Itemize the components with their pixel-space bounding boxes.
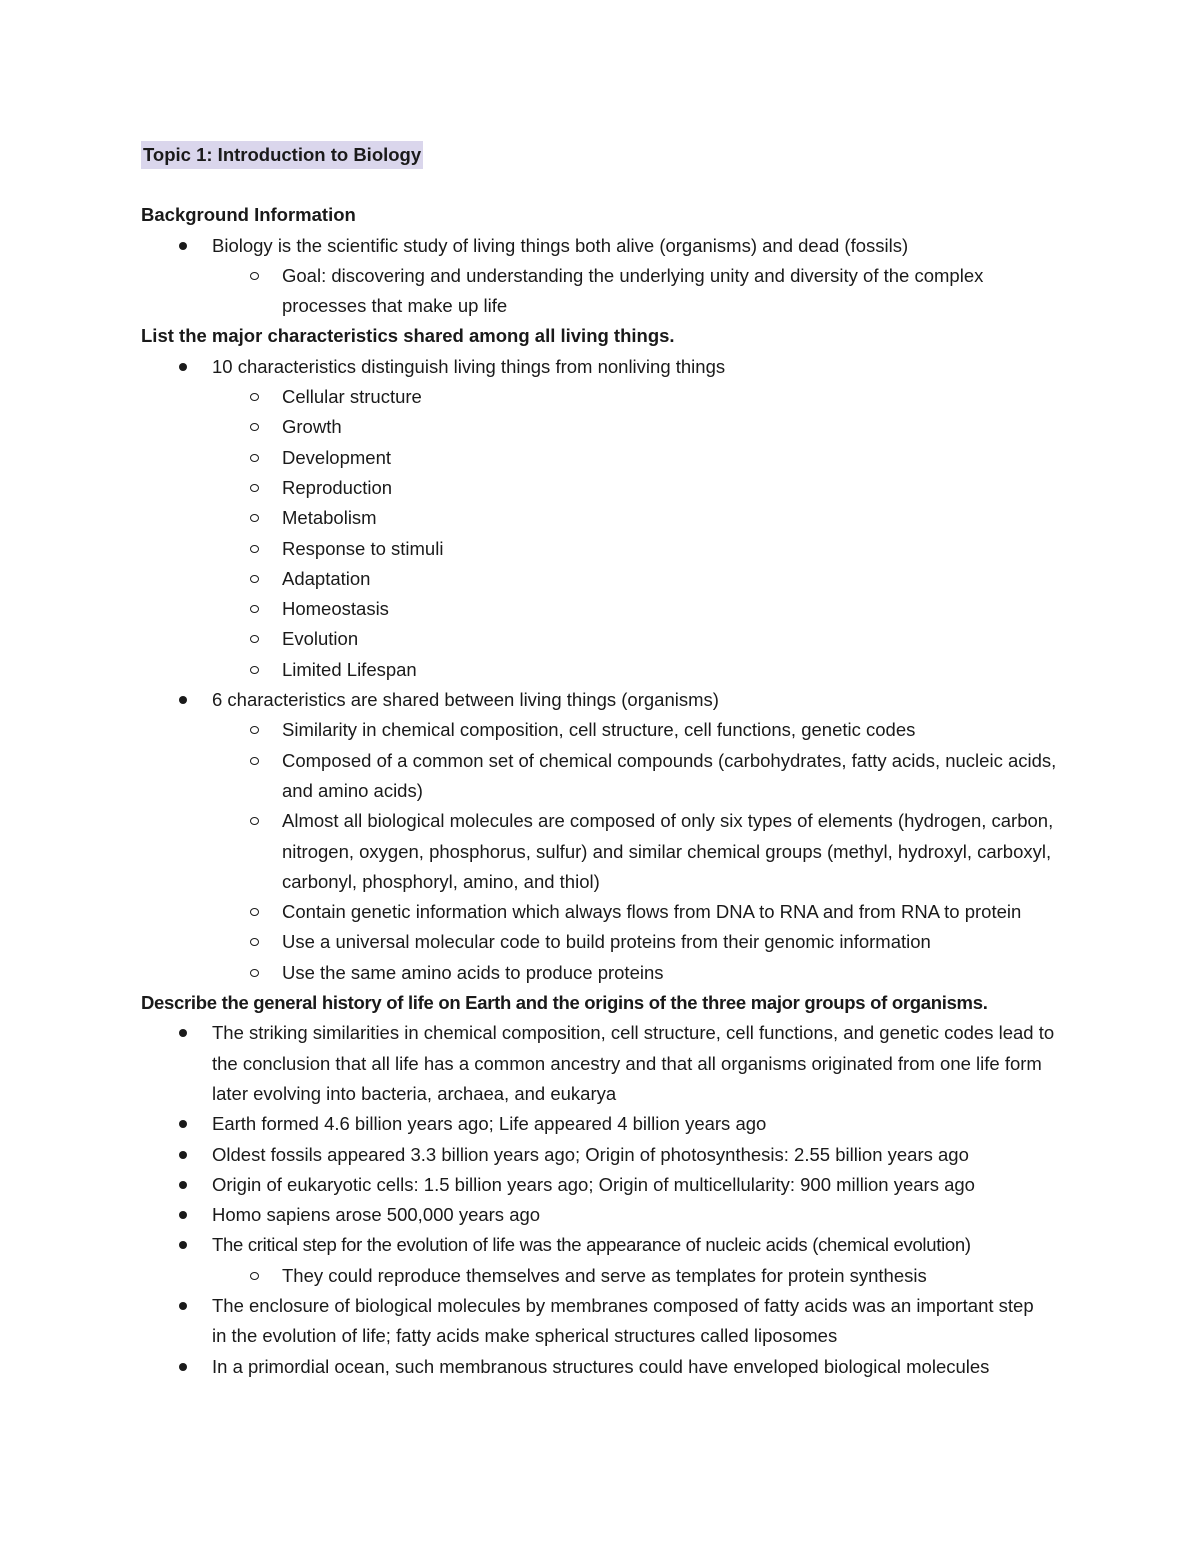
bullet-ring-icon	[250, 817, 259, 825]
list-item: Goal: discovering and understanding the underlying unity and diversity of the complex processes that make up life	[141, 261, 1071, 322]
bullet-ring-icon	[250, 726, 259, 734]
list-item: The critical step for the evolution of life was the appearance of nucleic acids (chemical evolution)	[141, 1230, 1071, 1260]
list-item: In a primordial ocean, such membranous structures could have enveloped biological molecules	[141, 1352, 1071, 1382]
list-item: Metabolism	[141, 503, 1071, 533]
list-item: Use the same amino acids to produce proteins	[141, 958, 1071, 988]
list-item: Homeostasis	[141, 594, 1071, 624]
bullet-ring-icon	[250, 938, 259, 946]
list-item: The striking similarities in chemical composition, cell structure, cell functions, and genetic codes lead to the conclusion that all life has a common ancestry and that all organisms originated from one life form later evolving into bacteria, archaea, and eukarya	[141, 1018, 1071, 1109]
bullet-dot-icon	[179, 242, 187, 250]
bullet-ring-icon	[250, 454, 259, 462]
list-item: Reproduction	[141, 473, 1071, 503]
bullet-ring-icon	[250, 575, 259, 583]
list-item: Evolution	[141, 624, 1071, 654]
list-item: Use a universal molecular code to build proteins from their genomic information	[141, 927, 1071, 957]
bullet-dot-icon	[179, 1363, 187, 1371]
heading-background: Background Information	[141, 204, 356, 226]
bullet-dot-icon	[179, 1029, 187, 1037]
bullet-ring-icon	[250, 545, 259, 553]
bullet-dot-icon	[179, 363, 187, 371]
list-item: Limited Lifespan	[141, 655, 1071, 685]
bullet-dot-icon	[179, 1302, 187, 1310]
bullet-ring-icon	[250, 969, 259, 977]
bullet-ring-icon	[250, 393, 259, 401]
bullet-dot-icon	[179, 1151, 187, 1159]
document-page	[141, 140, 1071, 1382]
list-item: Biology is the scientific study of living things both alive (organisms) and dead (fossils)	[141, 231, 1071, 261]
list-item: Oldest fossils appeared 3.3 billion years ago; Origin of photosynthesis: 2.55 billion years ago	[141, 1140, 1071, 1170]
list-item: They could reproduce themselves and serve as templates for protein synthesis	[141, 1261, 1071, 1291]
list-item: Cellular structure	[141, 382, 1071, 412]
bullet-ring-icon	[250, 757, 259, 765]
heading-characteristics: List the major characteristics shared among all living things.	[141, 325, 675, 347]
list-item: Almost all biological molecules are composed of only six types of elements (hydrogen, carbon, nitrogen, oxygen, phosphorus, sulfur) and similar chemical groups (methyl, hydroxyl, carboxyl, carbonyl, phosphoryl, amino, and thiol)	[141, 806, 1071, 897]
title-row	[141, 140, 1071, 170]
bullet-dot-icon	[179, 1181, 187, 1189]
list-item: Contain genetic information which always flows from DNA to RNA and from RNA to protein	[141, 897, 1071, 927]
list-item: 10 characteristics distinguish living things from nonliving things	[141, 352, 1071, 382]
bullet-ring-icon	[250, 605, 259, 613]
bullet-dot-icon	[179, 1211, 187, 1219]
bullet-ring-icon	[250, 1272, 259, 1280]
bullet-ring-icon	[250, 908, 259, 916]
bullet-dot-icon	[179, 696, 187, 704]
bullet-ring-icon	[250, 484, 259, 492]
list-item: 6 characteristics are shared between living things (organisms)	[141, 685, 1071, 715]
list-item: Similarity in chemical composition, cell structure, cell functions, genetic codes	[141, 715, 1071, 745]
list-item: Response to stimuli	[141, 534, 1071, 564]
bullet-ring-icon	[250, 635, 259, 643]
list-item: Adaptation	[141, 564, 1071, 594]
page-title: Topic 1: Introduction to Biology	[141, 141, 423, 169]
list-item: Development	[141, 443, 1071, 473]
list-item: The enclosure of biological molecules by membranes composed of fatty acids was an important step in the evolution of life; fatty acids make spherical structures called liposomes	[141, 1291, 1071, 1352]
heading-history: Describe the general history of life on Earth and the origins of the three major groups of organisms.	[141, 992, 988, 1014]
list-item: Earth formed 4.6 billion years ago; Life appeared 4 billion years ago	[141, 1109, 1071, 1139]
list-item: Homo sapiens arose 500,000 years ago	[141, 1200, 1071, 1230]
list-item: Origin of eukaryotic cells: 1.5 billion years ago; Origin of multicellularity: 900 million years ago	[141, 1170, 1071, 1200]
bullet-ring-icon	[250, 666, 259, 674]
list-item: Growth	[141, 412, 1071, 442]
bullet-ring-icon	[250, 423, 259, 431]
list-item: Composed of a common set of chemical compounds (carbohydrates, fatty acids, nucleic acids, and amino acids)	[141, 746, 1071, 807]
bullet-dot-icon	[179, 1241, 187, 1249]
bullet-ring-icon	[250, 514, 259, 522]
bullet-dot-icon	[179, 1120, 187, 1128]
bullet-ring-icon	[250, 272, 259, 280]
